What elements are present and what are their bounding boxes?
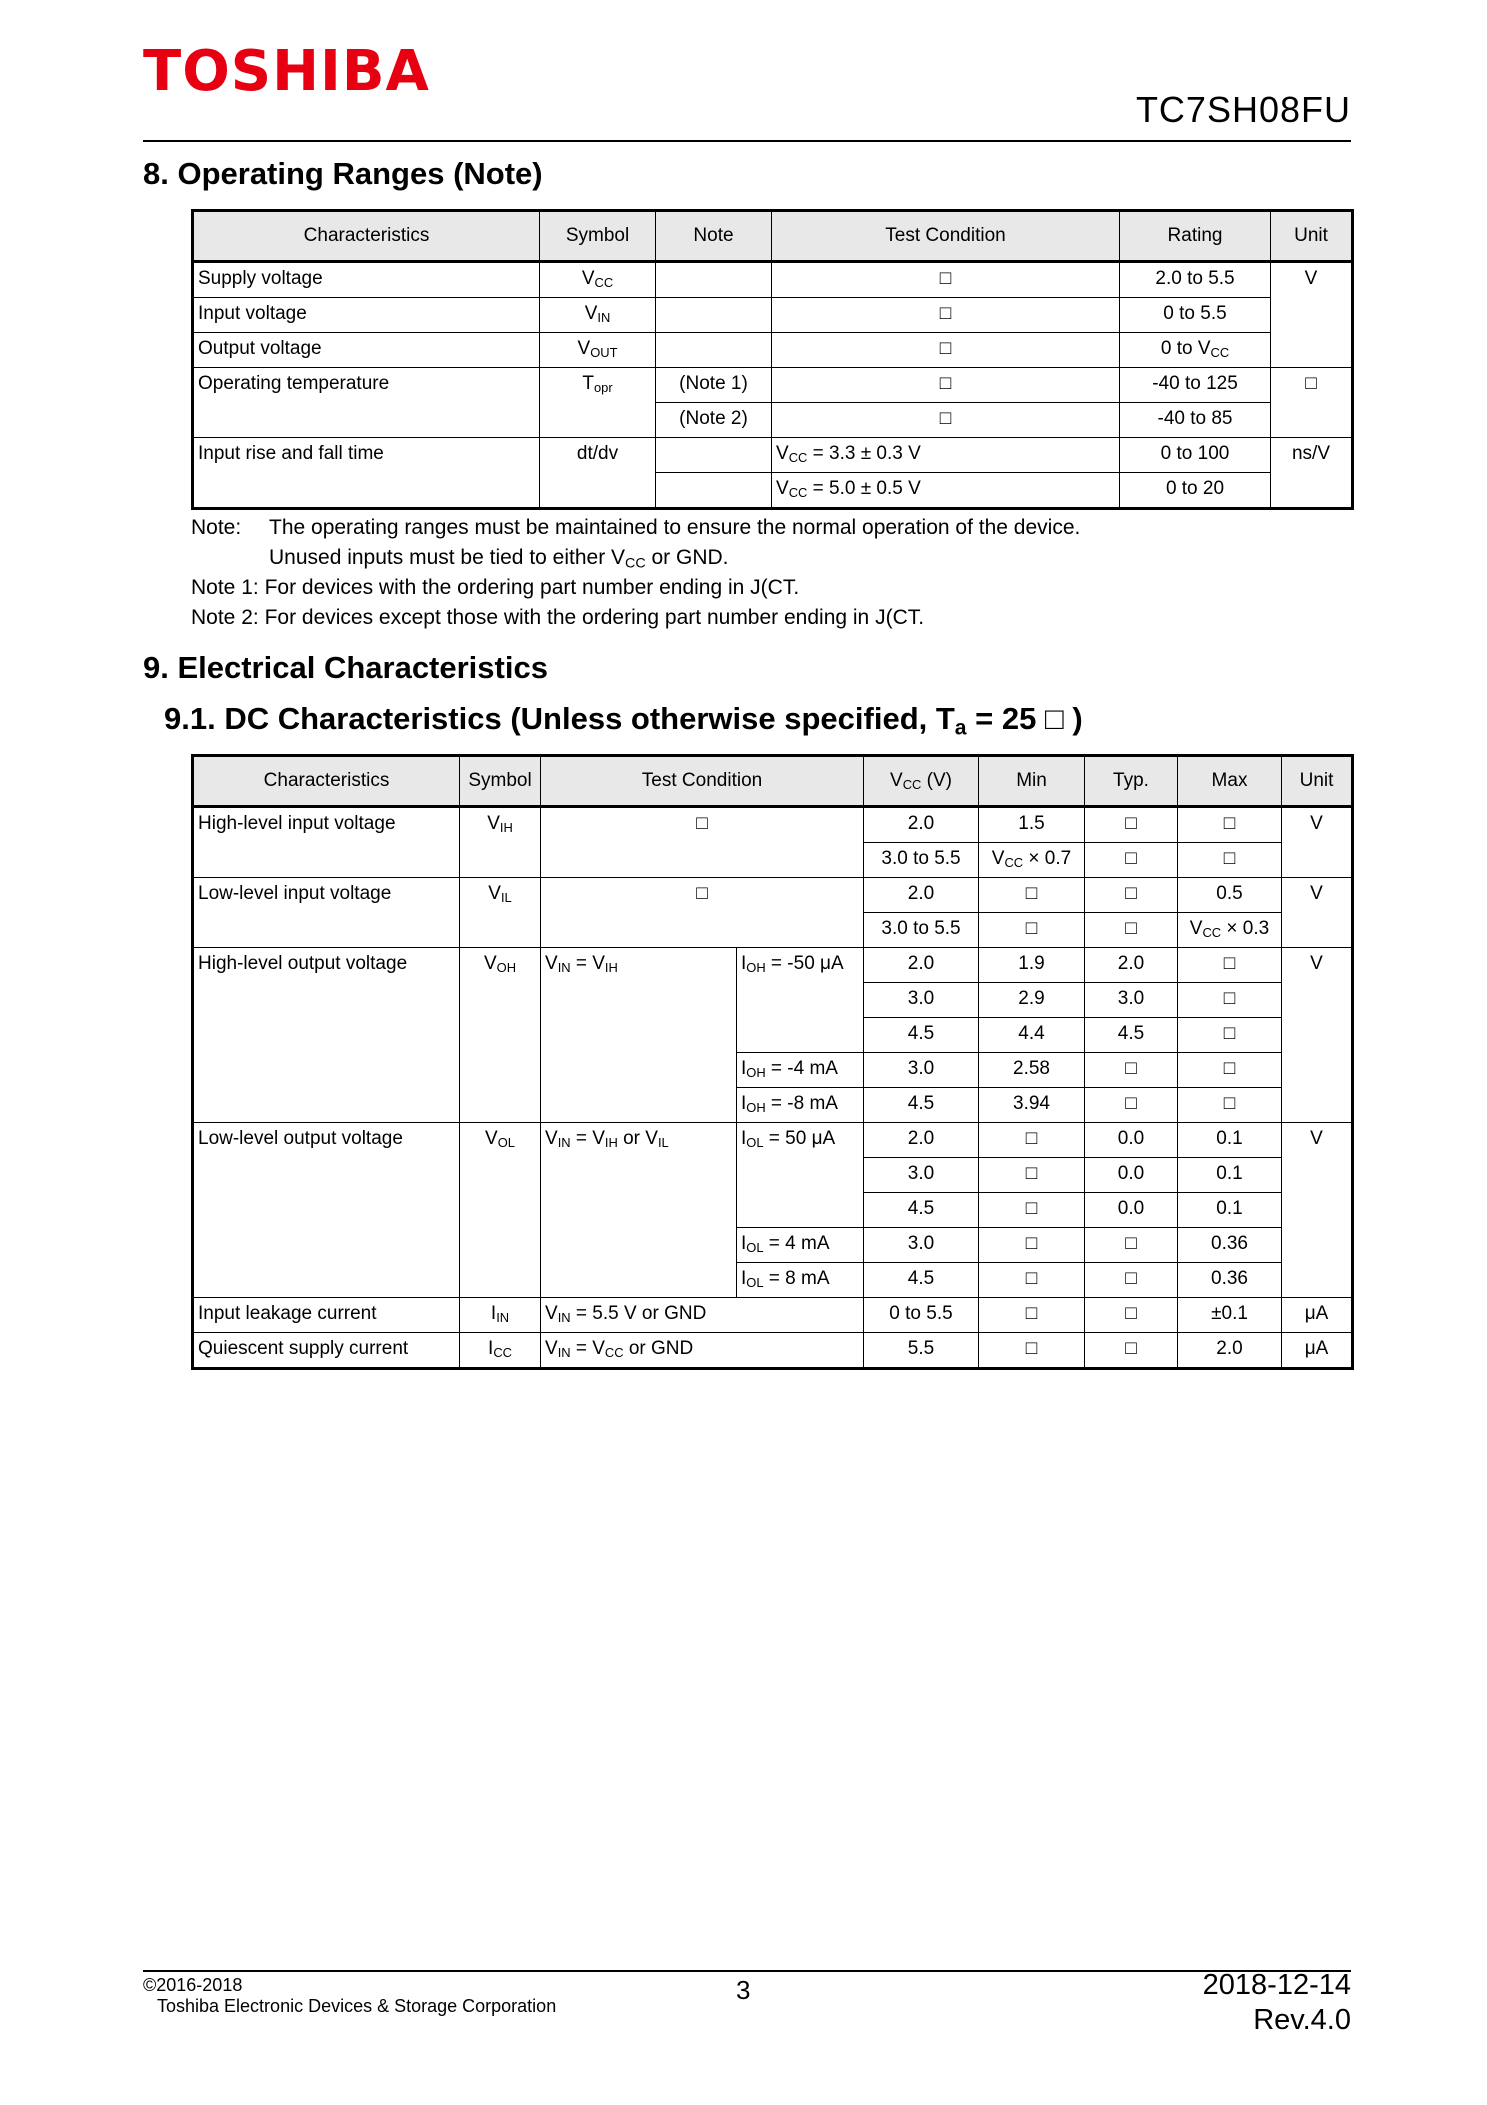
table-row: Input voltage $V_{IN}$ □ 0 to 5.5: [193, 298, 1353, 333]
note-line: Note 1: For devices with the ordering part number ending in J(CT.: [191, 576, 800, 599]
table-row: 4.5 4.4 4.5 □: [193, 1018, 1353, 1053]
dc-characteristics-table: [191, 754, 1354, 1370]
table-row: $I_{OH} = -4$ mA 3.0 2.58 □ □: [193, 1053, 1353, 1088]
table-row: High-level input voltage $V_{IH}$ □ 2.0 1.5 □ □ V: [193, 807, 1353, 843]
table-row: 3.0 2.9 3.0 □: [193, 983, 1353, 1018]
col-test-condition: Test Condition: [772, 211, 1120, 262]
footer-copyright: ©2016-2018 Toshiba Electronic Devices & Storage Corporation: [143, 1975, 557, 2016]
table-row: 3.0 □ 0.0 0.1: [193, 1158, 1353, 1193]
table-row: Low-level output voltage $V_{OL}$ $V_{IN} = V_{IH}$ or $V_{IL}$ $I_{OL} = 50$ μA 2.0 □ 0.0 0.1 V: [193, 1123, 1353, 1158]
footer-rule: [143, 1970, 1351, 1972]
part-number: TC7SH08FU: [1135, 89, 1351, 130]
section9-1-title: 9.1. DC Characteristics (Unless otherwise specified, $T_a = 25$ □ ): [164, 701, 1083, 740]
section9-title: 9. Electrical Characteristics: [143, 650, 548, 685]
table-row: Quiescent supply current $I_{CC}$ $V_{IN} = V_{CC}$ or GND 5.5 □ □ 2.0 μA: [193, 1333, 1353, 1369]
operating-notes: [191, 513, 1080, 633]
note-line: Note: The operating ranges must be maintained to ensure the normal operation of the device.: [191, 516, 1081, 539]
table-row: High-level output voltage $V_{OH}$ $V_{IN} = V_{IH}$ $I_{OH} = -50$ μA 2.0 1.9 2.0 □ V: [193, 948, 1353, 983]
table-row: $I_{OH} = -8$ mA 4.5 3.94 □ □: [193, 1088, 1353, 1123]
table-row: Input leakage current $I_{IN}$ $V_{IN} = 5.5$ V or GND 0 to 5.5 □ □ ±0.1 μA: [193, 1298, 1353, 1333]
table-row: $I_{OL} = 4$ mA 3.0 □ □ 0.36: [193, 1228, 1353, 1263]
col-rating: Rating: [1120, 211, 1271, 262]
table-row: $V_{CC} = 5.0 \pm 0.5$ V 0 to 20: [193, 473, 1353, 509]
table-row: $I_{OL} = 8$ mA 4.5 □ □ 0.36: [193, 1263, 1353, 1298]
footer-revision: 2018-12-14 Rev.4.0: [1202, 1969, 1351, 2036]
table-header-row: [193, 211, 1353, 262]
table-row: Input rise and fall time dt/dv $V_{CC} = 3.3 \pm 0.3$ V 0 to 100 ns/V: [193, 438, 1353, 473]
table-row: 3.0 to 5.5 $V_{CC} \times 0.7$ □ □: [193, 843, 1353, 878]
note-line: Note 2: For devices except those with the ordering part number ending in J(CT.: [191, 606, 925, 629]
page-number: 3: [736, 1975, 751, 2005]
table-row: 4.5 □ 0.0 0.1: [193, 1193, 1353, 1228]
note-line: Unused inputs must be tied to either $V_{CC}$ or GND.: [269, 546, 729, 572]
table-row: Supply voltage $V_{CC}$ □ 2.0 to 5.5 V: [193, 262, 1353, 298]
section8-title: 8. Operating Ranges (Note): [143, 156, 543, 191]
operating-ranges-table: [191, 209, 1354, 510]
table-row: Operating temperature $T_{opr}$ (Note 1) □ -40 to 125 □: [193, 368, 1353, 403]
table-row: Output voltage $V_{OUT}$ □ 0 to $V_{CC}$: [193, 333, 1353, 368]
col-characteristics: Characteristics: [193, 211, 540, 262]
col-note: Note: [656, 211, 772, 262]
table-row: Low-level input voltage $V_{IL}$ □ 2.0 □ □ 0.5 V: [193, 878, 1353, 913]
table-row: 3.0 to 5.5 □ □ $V_{CC} \times 0.3$: [193, 913, 1353, 948]
table-header-row: Characteristics Symbol Test Condition $V_{CC}$ (V) Min Typ. Max Unit: [193, 756, 1353, 807]
toshiba-logo: TOSHIBA: [143, 39, 430, 104]
col-unit: Unit: [1271, 211, 1353, 262]
header-rule: [143, 140, 1351, 142]
col-symbol: Symbol: [540, 211, 656, 262]
table-row: (Note 2) □ -40 to 85: [193, 403, 1353, 438]
